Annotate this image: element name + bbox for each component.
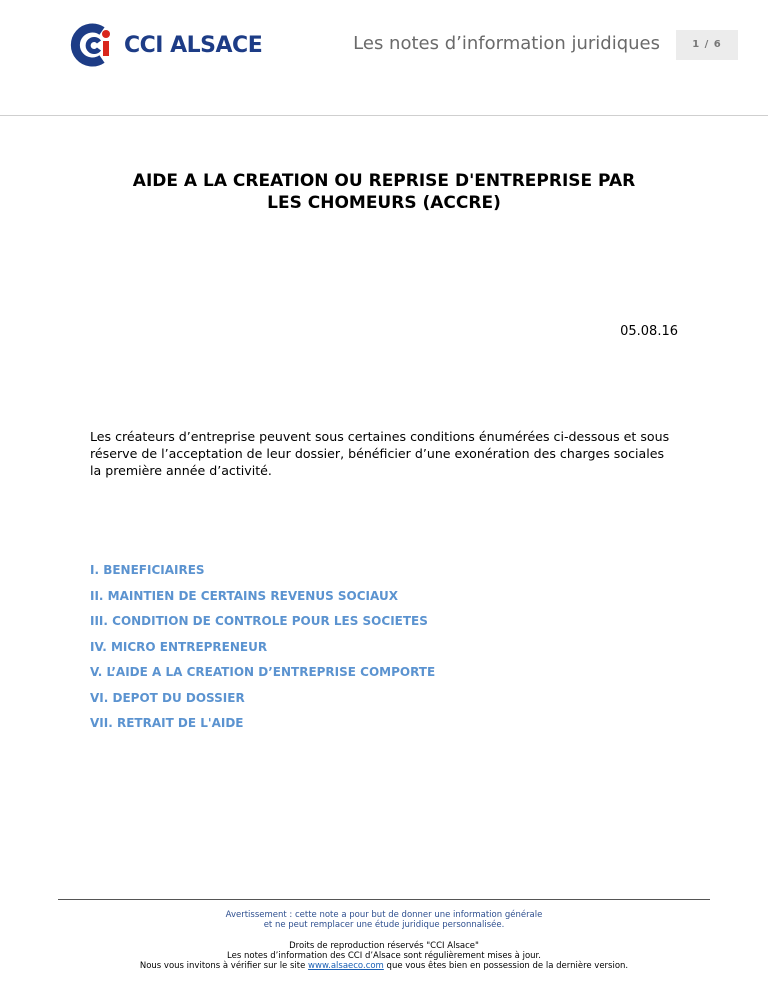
toc-item-maintien-revenus[interactable]: II. MAINTIEN DE CERTAINS REVENUS SOCIAUX: [90, 588, 398, 603]
footer-rights: [0, 941, 768, 971]
document-title-line-2: LES CHOMEURS (ACCRE): [267, 193, 501, 213]
intro-line-2: réserve de l’acceptation de leur dossier, bénéficier d’une exonération des charges sociales: [90, 446, 665, 461]
brand-name: CCI ALSACE: [124, 32, 263, 58]
alsaeco-website-link[interactable]: www.alsaeco.com: [308, 961, 384, 971]
cci-logo-icon: [66, 22, 116, 68]
footer-rights-text-before: Nous vous invitons à vérifier sur le site: [139, 961, 309, 971]
toc-item-beneficiaires[interactable]: I. BENEFICIAIRES: [90, 563, 205, 577]
footer-rights-line-2: Les notes d’information des CCI d’Alsace sont régulièrement mises à jour.: [227, 951, 541, 961]
header-divider: [0, 115, 768, 116]
toc-item-depot-dossier[interactable]: VI. DEPOT DU DOSSIER: [90, 690, 245, 705]
footer-warning: [0, 910, 768, 930]
intro-line-3: la première année d’activité.: [90, 463, 272, 478]
footer-rights-text-after: que vous êtes bien en possession de la dernière version.: [383, 961, 629, 971]
footer-rights-line-3: [0, 961, 768, 971]
document-title: [90, 170, 678, 214]
toc-item-condition-controle[interactable]: III. CONDITION DE CONTROLE POUR LES SOCIETES: [90, 614, 428, 628]
footer-divider: [58, 899, 710, 900]
intro-paragraph: [90, 428, 680, 479]
table-of-contents: [90, 562, 435, 741]
footer-warning-line-2: et ne peut remplacer une étude juridique personnalisée.: [263, 920, 505, 930]
header-title: Les notes d’information juridiques: [353, 33, 660, 54]
page-indicator: 1 / 6: [676, 30, 738, 60]
footer-warning-line-1: Avertissement : cette note a pour but de donner une information générale: [225, 910, 543, 920]
document-title-line-1: AIDE A LA CREATION OU REPRISE D'ENTREPRISE PAR: [132, 171, 636, 191]
document-date: 05.08.16: [620, 324, 678, 339]
toc-item-micro-entrepreneur[interactable]: IV. MICRO ENTREPRENEUR: [90, 639, 268, 654]
page-header: [0, 0, 768, 116]
toc-item-aide-creation[interactable]: V. L’AIDE A LA CREATION D’ENTREPRISE COMPORTE: [90, 665, 436, 679]
intro-line-1: Les créateurs d’entreprise peuvent sous certaines conditions énumérées ci-dessous et sous: [90, 429, 670, 444]
footer-rights-line-1: Droits de reproduction réservés "CCI Alsace": [289, 941, 479, 951]
cci-alsace-logo: [66, 22, 266, 68]
toc-item-retrait-aide[interactable]: VII. RETRAIT DE L'AIDE: [90, 716, 244, 730]
